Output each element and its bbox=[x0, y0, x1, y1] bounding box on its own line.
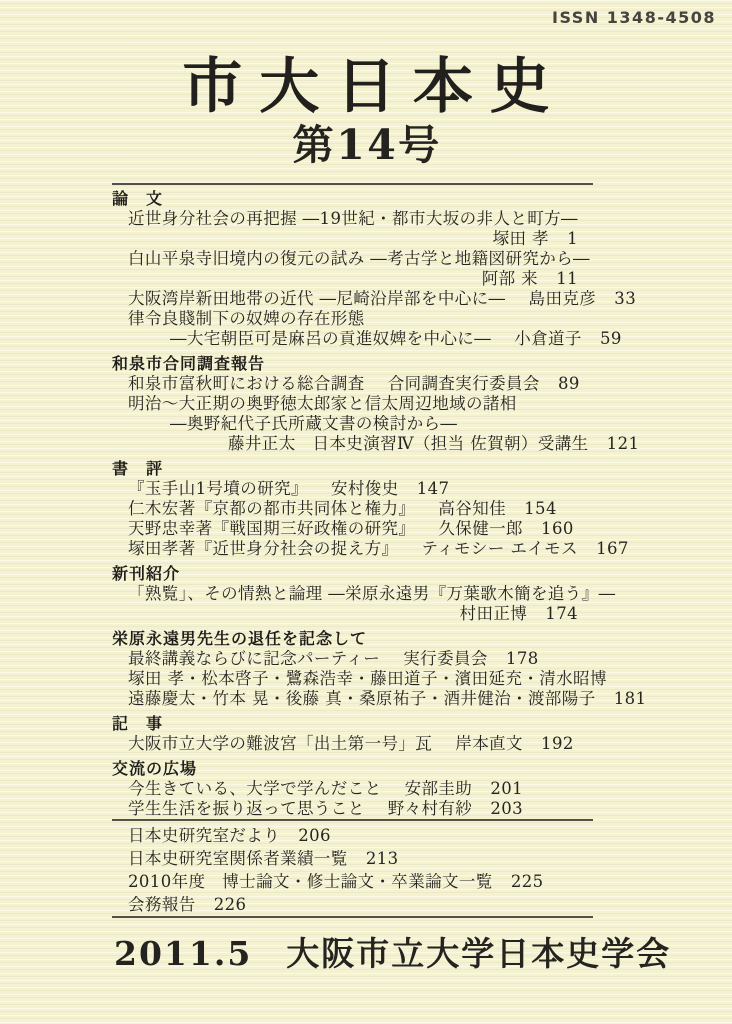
issue-number: 第14号 bbox=[292, 121, 442, 169]
appendix-list bbox=[112, 824, 678, 916]
toc-entry-line bbox=[112, 499, 678, 519]
entry-page-number: 89 bbox=[557, 374, 580, 394]
entry-page-number: 147 bbox=[416, 479, 450, 499]
toc-entry-line bbox=[112, 649, 678, 669]
publisher-name: 大阪市立大学日本史学会 bbox=[286, 934, 672, 974]
toc-entry-line bbox=[112, 669, 678, 689]
entry-title: 遠藤慶太・竹本 晃・後藤 真・桑原祐子・酒井健治・渡部陽子 bbox=[128, 689, 596, 709]
section-header: 論 文 bbox=[112, 189, 164, 209]
divider-rule-top bbox=[112, 183, 593, 185]
entry-title: 明治～大正期の奥野徳太郎家と信太周辺地域の諸相 bbox=[128, 394, 517, 414]
divider-rule-appendix-top bbox=[112, 819, 593, 821]
entry-title: 塚田孝著『近世身分社会の捉え方』 bbox=[128, 539, 399, 559]
section-header: 和泉市合同調査報告 bbox=[112, 354, 266, 374]
appendix-entry-line bbox=[112, 824, 678, 847]
toc-section bbox=[112, 459, 678, 559]
toc-entry-line bbox=[112, 799, 678, 819]
appendix-entry-line bbox=[112, 847, 678, 870]
entry-title: 「熟覧」、その情熱と論理 ―栄原永遠男『万葉歌木簡を追う』― bbox=[128, 584, 616, 604]
entry-author: ティモシー エイモス bbox=[421, 539, 578, 559]
entry-author: 島田克彦 bbox=[528, 289, 597, 309]
entry-title: 日本史研究室関係者業績一覧 bbox=[128, 849, 348, 869]
toc-entry-line bbox=[112, 689, 678, 709]
toc-entry-line bbox=[112, 519, 678, 539]
toc-entry-line bbox=[112, 414, 678, 434]
toc-entry-line bbox=[112, 434, 678, 454]
toc-entry-line bbox=[112, 394, 678, 414]
entry-author: 久保健一郎 bbox=[438, 519, 523, 539]
entry-author: 阿部 来 bbox=[481, 269, 539, 289]
toc-entry-line bbox=[112, 374, 678, 394]
toc-section bbox=[112, 354, 678, 454]
section-header: 書 評 bbox=[112, 459, 164, 479]
entry-page-number: 174 bbox=[545, 604, 578, 624]
entry-page-number: 192 bbox=[541, 734, 574, 754]
entry-title: 藤井正太 日本史演習Ⅳ（担当 佐賀朝）受講生 bbox=[228, 434, 589, 454]
entry-title: 2010年度 博士論文・修士論文・卒業論文一覧 bbox=[128, 872, 493, 892]
toc-entry-line bbox=[112, 779, 678, 799]
entry-title: 日本史研究室だより bbox=[128, 826, 281, 846]
toc-entry-line bbox=[112, 584, 678, 604]
entry-page-number: 225 bbox=[510, 872, 544, 892]
entry-title: 近世身分社会の再把握 ―19世紀・都市大坂の非人と町方― bbox=[128, 209, 578, 229]
section-header: 栄原永遠男先生の退任を記念して bbox=[112, 629, 368, 649]
entry-author: 野々村有紗 bbox=[387, 799, 473, 819]
entry-author: 安村俊史 bbox=[331, 479, 399, 499]
entry-author: 小倉道子 bbox=[514, 329, 582, 349]
toc-entry-line bbox=[112, 229, 678, 249]
entry-page-number: 59 bbox=[599, 329, 622, 349]
toc-section bbox=[112, 629, 678, 709]
entry-page-number: 160 bbox=[541, 519, 574, 539]
entry-page-number: 206 bbox=[298, 826, 331, 846]
entry-title: 律令良賤制下の奴婢の存在形態 bbox=[128, 309, 365, 329]
entry-title: 天野忠幸著『戦国期三好政権の研究』 bbox=[128, 519, 416, 539]
publication-date: 2011.5 bbox=[114, 934, 253, 974]
toc-entry-line bbox=[112, 604, 678, 624]
entry-title: 大阪湾岸新田地帯の近代 ―尼崎沿岸部を中心に― bbox=[128, 289, 506, 309]
toc-entry-line bbox=[112, 479, 678, 499]
entry-page-number: 33 bbox=[614, 289, 637, 309]
entry-title: 仁木宏著『京都の都市共同体と権力』 bbox=[128, 499, 416, 519]
entry-author: 塚田 孝 bbox=[492, 229, 549, 249]
entry-title: 学生生活を振り返って思うこと bbox=[128, 799, 365, 819]
toc-entry-line bbox=[112, 209, 678, 229]
appendix-entry-line bbox=[112, 893, 678, 916]
entry-author: 実行委員会 bbox=[403, 649, 488, 669]
entry-page-number: 1 bbox=[567, 229, 578, 249]
entry-page-number: 226 bbox=[213, 895, 247, 915]
toc-section bbox=[112, 564, 678, 624]
entry-page-number: 201 bbox=[490, 779, 524, 799]
issn-number: ISSN 1348-4508 bbox=[552, 8, 716, 27]
appendix-entry-line bbox=[112, 870, 678, 893]
entry-page-number: 167 bbox=[596, 539, 629, 559]
toc-section bbox=[112, 189, 678, 349]
toc-sections bbox=[112, 189, 678, 819]
entry-title: 塚田 孝・松本啓子・鷺森浩幸・藤田道子・濱田延充・清水昭博 bbox=[128, 669, 607, 689]
divider-rule-appendix-bottom bbox=[112, 916, 593, 918]
entry-title: 和泉市富秋町における総合調査 bbox=[128, 374, 365, 394]
entry-page-number: 203 bbox=[490, 799, 524, 819]
entry-author: 岸本直文 bbox=[455, 734, 523, 754]
entry-title: ―奥野紀代子氏所蔵文書の検討から― bbox=[170, 414, 458, 434]
toc-entry-line bbox=[112, 249, 678, 269]
entry-author: 高谷知佳 bbox=[438, 499, 507, 519]
entry-page-number: 121 bbox=[606, 434, 640, 454]
entry-title: 白山平泉寺旧境内の復元の試み ―考古学と地籍図研究から― bbox=[128, 249, 590, 269]
section-header: 交流の広場 bbox=[112, 759, 198, 779]
entry-title: ―大宅朝臣可是麻呂の貢進奴婢を中心に― bbox=[170, 329, 492, 349]
journal-title: 市大日本史 bbox=[182, 52, 567, 122]
entry-author: 合同調査実行委員会 bbox=[387, 374, 540, 394]
toc-entry-line bbox=[112, 269, 678, 289]
imprint bbox=[114, 928, 732, 975]
toc-section bbox=[112, 714, 678, 754]
toc-entry-line bbox=[112, 289, 678, 309]
entry-title: 『玉手山1号墳の研究』 bbox=[128, 479, 308, 499]
toc-entry-line bbox=[112, 329, 678, 349]
toc-section bbox=[112, 759, 678, 819]
entry-page-number: 181 bbox=[613, 689, 647, 709]
section-header: 記 事 bbox=[112, 714, 164, 734]
toc-entry-line bbox=[112, 734, 678, 754]
entry-author: 村田正博 bbox=[459, 604, 528, 624]
entry-title: 今生きている、大学で学んだこと bbox=[128, 779, 382, 799]
entry-author: 安部圭助 bbox=[404, 779, 473, 799]
entry-page-number: 213 bbox=[365, 849, 399, 869]
toc-entry-line bbox=[112, 309, 678, 329]
entry-page-number: 11 bbox=[556, 269, 578, 289]
entry-title: 大阪市立大学の難波宮「出土第一号」瓦 bbox=[128, 734, 433, 754]
entry-title: 会務報告 bbox=[128, 895, 196, 915]
entry-title: 最終講義ならびに記念パーティー bbox=[128, 649, 381, 669]
section-header: 新刊紹介 bbox=[112, 564, 181, 584]
entry-page-number: 154 bbox=[524, 499, 557, 519]
toc-entry-line bbox=[112, 539, 678, 559]
entry-page-number: 178 bbox=[505, 649, 539, 669]
